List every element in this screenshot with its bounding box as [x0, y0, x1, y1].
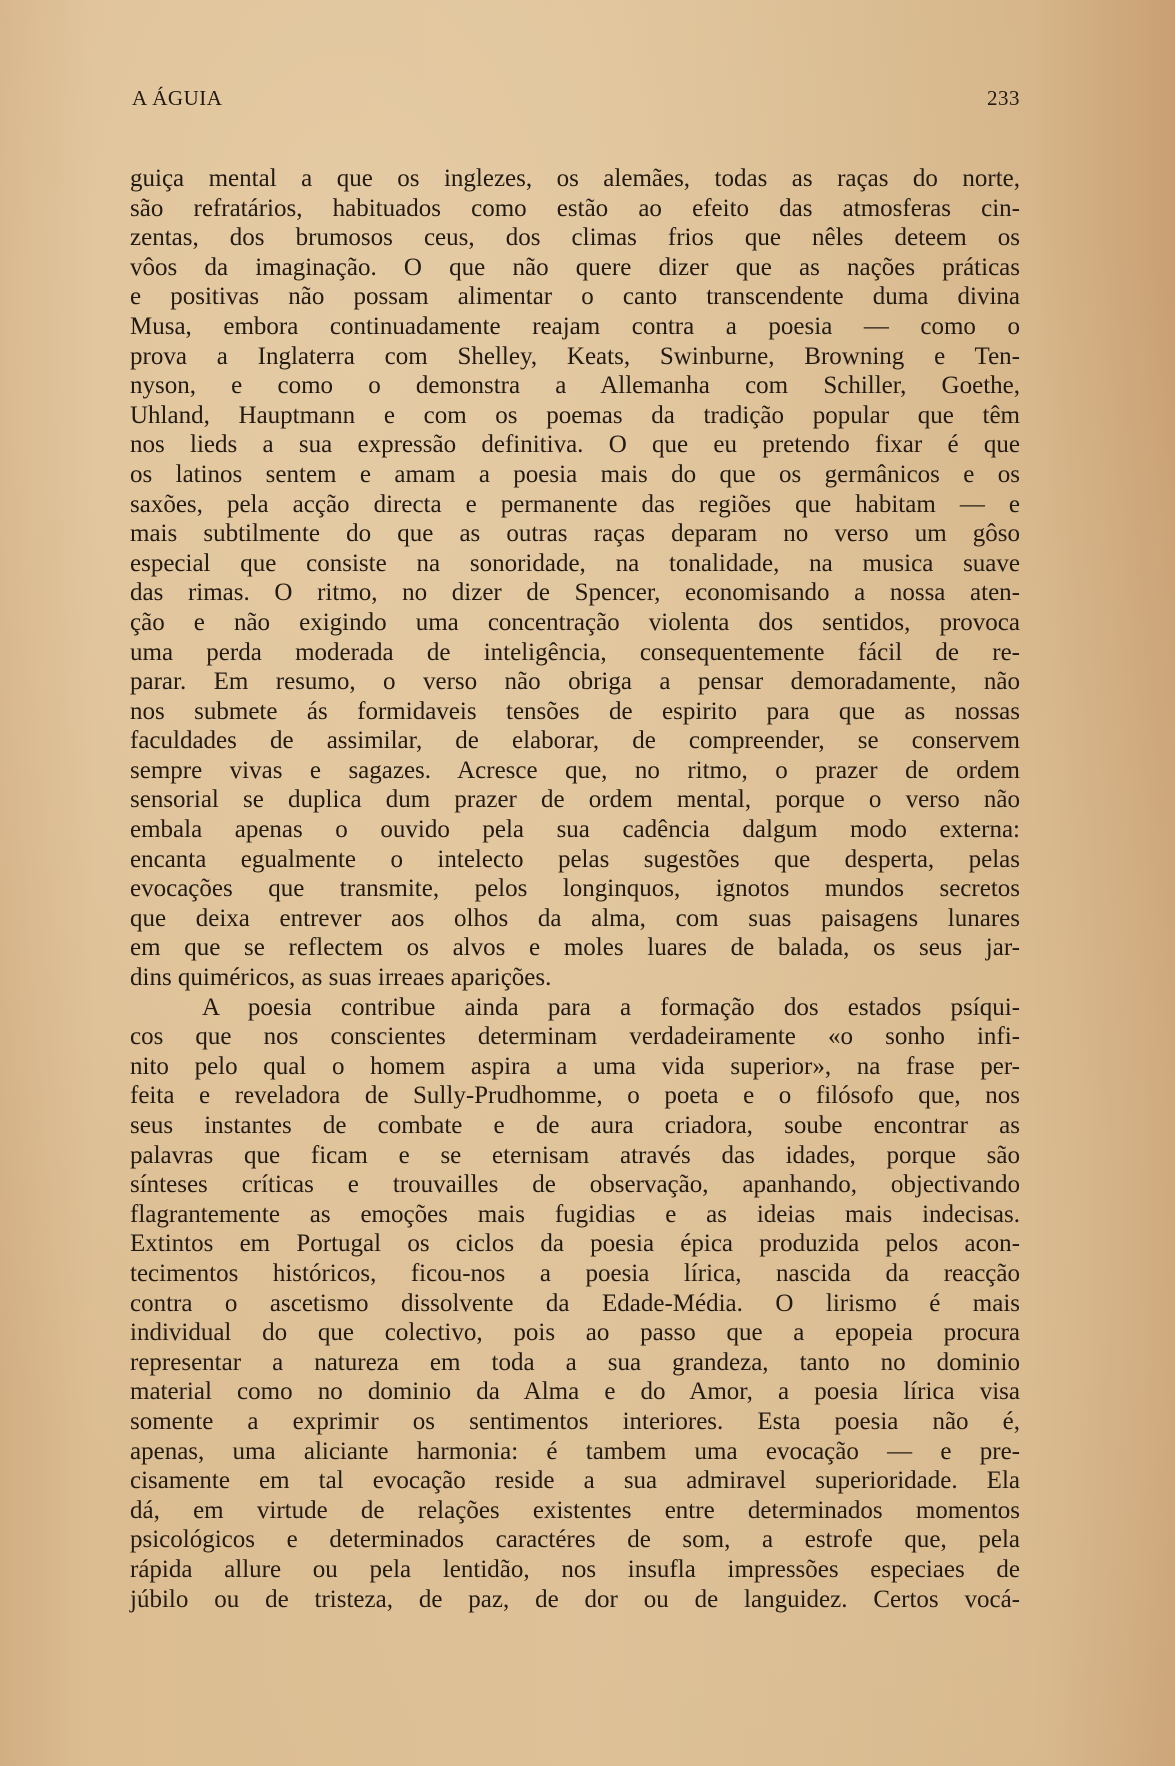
text-line: e positivas não possam alimentar o canto transcendente duma divina [130, 283, 1020, 311]
text-line: A poesia contribue ainda para a formação dos estados psíqui- [202, 993, 1020, 1021]
page-number: 233 [987, 86, 1020, 110]
text-line: sempre vivas e sagazes. Acresce que, no ritmo, o prazer de ordem [130, 756, 1020, 784]
text-line: embala apenas o ouvido pela sua cadência dalgum modo externa: [130, 816, 1020, 844]
text-line: psicológicos e determinados caractéres de som, a estrofe que, pela [130, 1526, 1020, 1554]
text-line: seus instantes de combate e de aura criadora, soube encontrar as [130, 1112, 1020, 1139]
text-line: saxões, pela acção directa e permanente das regiões que habitam — e [130, 490, 1020, 518]
text-line: tecimentos históricos, ficou-nos a poesia lírica, nascida da reacção [130, 1259, 1020, 1287]
text-line: cisamente em tal evocação reside a sua admiravel superioridade. Ela [130, 1467, 1020, 1495]
text-line: faculdades de assimilar, de elaborar, de compreender, se conservem [130, 727, 1020, 755]
text-line: material como no dominio da Alma e do Amor, a poesia lírica visa [130, 1378, 1020, 1406]
text-line: somente a exprimir os sentimentos interiores. Esta poesia não é, [130, 1407, 1020, 1435]
text-line: evocações que transmite, pelos longinquos, ignotos mundos secretos [130, 875, 1020, 903]
text-line: os latinos sentem e amam a poesia mais do que os germânicos e os [130, 460, 1020, 488]
text-line: mais subtilmente do que as outras raças deparam no verso um gôso [130, 520, 1020, 548]
text-line: Musa, embora continuadamente reajam contra a poesia — como o [130, 312, 1020, 340]
text-line: Uhland, Hauptmann e com os poemas da tradição popular que têm [130, 401, 1020, 429]
text-line: individual do que colectivo, pois ao passo que a epopeia procura [130, 1319, 1020, 1347]
text-line: Extintos em Portugal os ciclos da poesia épica produzida pelos acon- [130, 1230, 1020, 1258]
text-line: são refratários, habituados como estão ao efeito das atmosferas cin- [130, 194, 1020, 222]
text-line: apenas, uma aliciante harmonia: é tambem uma evocação — e pre- [130, 1437, 1020, 1465]
text-line: vôos da imaginação. O que não quere dizer que as nações práticas [130, 253, 1020, 281]
text-line: sínteses críticas e trouvailles de observação, apanhando, objectivando [130, 1171, 1020, 1199]
text-line: prova a Inglaterra com Shelley, Keats, Swinburne, Browning e Ten- [130, 342, 1020, 370]
text-line: flagrantemente as emoções mais fugidias e as ideias mais indecisas. [130, 1200, 1020, 1228]
text-line: encanta egualmente o intelecto pelas sugestões que desperta, pelas [130, 845, 1020, 873]
text-line: especial que consiste na sonoridade, na tonalidade, na musica suave [130, 549, 1020, 577]
text-line: nos lieds a sua expressão definitiva. O que eu pretendo fixar é que [130, 431, 1020, 459]
text-line: feita e reveladora de Sully-Prudhomme, o poeta e o filósofo que, nos [130, 1082, 1020, 1110]
text-line: nito pelo qual o homem aspira a uma vida superior», na frase per- [130, 1052, 1020, 1080]
text-line: das rimas. O ritmo, no dizer de Spencer, economisando a nossa aten- [130, 579, 1020, 607]
text-line: parar. Em resumo, o verso não obriga a pensar demoradamente, não [130, 668, 1020, 696]
text-line: palavras que ficam e se eternisam através das idades, porque são [130, 1141, 1020, 1169]
text-line: júbilo ou de tristeza, de paz, de dor ou de languidez. Certos vocá- [130, 1585, 1020, 1613]
body-text [130, 164, 1020, 1614]
text-line: em que se reflectem os alvos e moles luares de balada, os seus jar- [130, 934, 1020, 962]
text-line: que deixa entrever aos olhos da alma, com suas paisagens lunares [130, 904, 1020, 932]
text-line: ção e não exigindo uma concentração violenta dos sentidos, provoca [130, 608, 1020, 636]
running-header [132, 86, 1020, 116]
text-line: contra o ascetismo dissolvente da Edade-Média. O lirismo é mais [130, 1289, 1020, 1317]
text-line: dins quiméricos, as suas irreaes aparições. [130, 964, 552, 992]
text-line: guiça mental a que os inglezes, os alemães, todas as raças do norte, [130, 165, 1020, 192]
text-line: representar a natureza em toda a sua grandeza, tanto no dominio [130, 1348, 1020, 1376]
text-line: nyson, e como o demonstra a Allemanha com Schiller, Goethe, [130, 372, 1020, 400]
text-line: cos que nos conscientes determinam verdadeiramente «o sonho infi- [130, 1023, 1020, 1051]
text-line: rápida allure ou pela lentidão, nos insufla impressões especiaes de [130, 1555, 1020, 1583]
text-line: sensorial se duplica dum prazer de ordem mental, porque o verso não [130, 786, 1020, 814]
journal-title: A ÁGUIA [132, 86, 223, 110]
text-line: uma perda moderada de inteligência, consequentemente fácil de re- [130, 638, 1020, 666]
text-line: dá, em virtude de relações existentes entre determinados momentos [130, 1496, 1020, 1524]
text-line: nos submete ás formidaveis tensões de espirito para que as nossas [130, 697, 1020, 725]
text-line: zentas, dos brumosos ceus, dos climas frios que nêles deteem os [130, 224, 1020, 252]
